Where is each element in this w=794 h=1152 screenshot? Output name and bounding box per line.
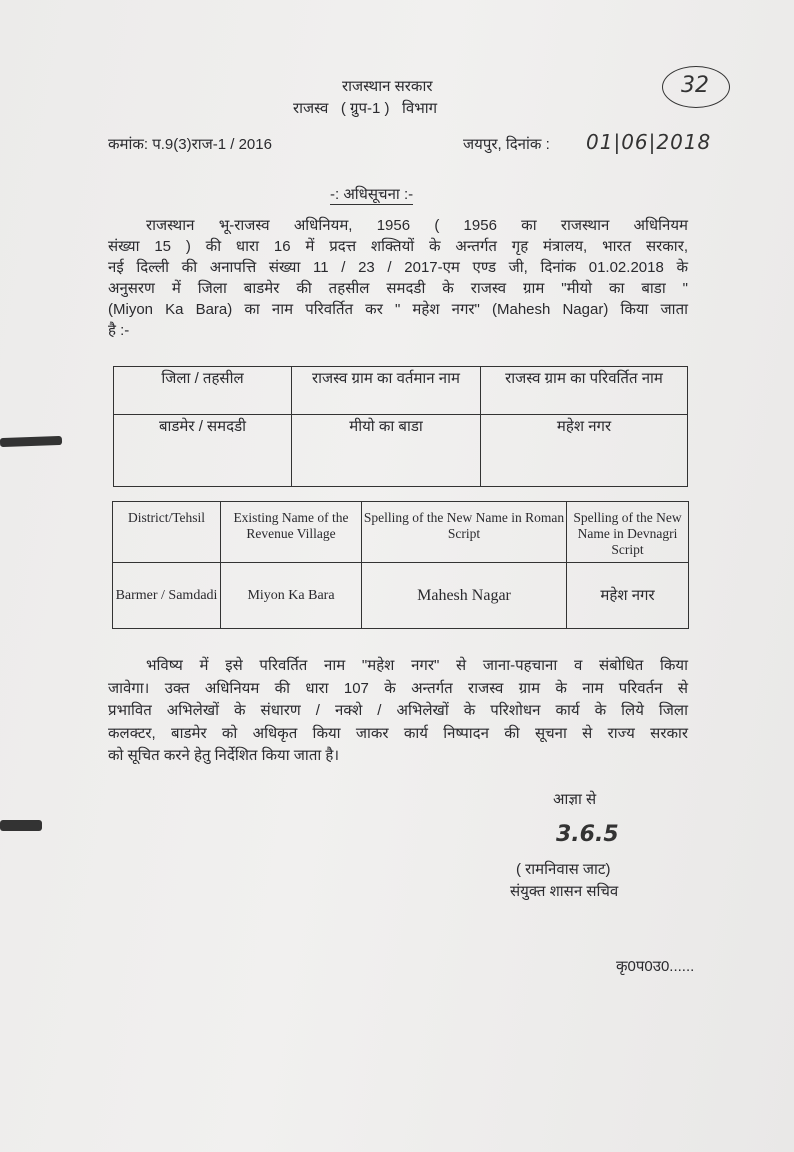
paragraph-line: भविष्य में इसे परिवर्तित नाम "महेश नगर" से जाना-पहचाना व संबोधित किया [146, 657, 688, 674]
table-cell: महेश नगर [567, 563, 689, 629]
notification-title: -: अधिसूचना :- [330, 186, 414, 203]
paragraph-line: जावेगा। उक्त अधिनियम की धारा 107 के अन्तर्गत राजस्व ग्राम के नाम परिवर्तन से [108, 679, 688, 697]
hindi-name-table [113, 366, 688, 487]
table-header: Existing Name of the Revenue Village [221, 502, 362, 563]
paragraph-line: कलक्टर, बाडमेर को अधिकृत किया जाकर कार्य निष्पादन की सूचना से राज्य सरकार [108, 724, 688, 742]
table-header: Spelling of the New Name in Roman Script [362, 502, 567, 563]
table-header: Spelling of the New Name in Devnagri Script [567, 502, 689, 563]
paragraph-1 [108, 215, 688, 341]
table-cell: Mahesh Nagar [362, 563, 567, 629]
table-cell: Miyon Ka Bara [221, 563, 362, 629]
signatory-name: ( रामनिवास जाट) [516, 861, 611, 878]
reference-number: कमांक: प.9(3)राज-1 / 2016 [108, 136, 272, 153]
table-cell: मीयो का बाडा [292, 415, 481, 487]
paragraph-2 [108, 655, 688, 768]
table-cell: बाडमेर / समदडी [114, 415, 292, 487]
page-number-circle [662, 66, 730, 108]
table-cell: Barmer / Samdadi [113, 563, 221, 629]
paragraph-line: है :- [108, 322, 130, 339]
signatory-designation: संयुक्त शासन सचिव [510, 883, 619, 900]
table-header: District/Tehsil [113, 502, 221, 563]
punch-mark [0, 820, 42, 831]
signature-initials: 3.6.5 [556, 822, 619, 847]
table-cell: महेश नगर [481, 415, 688, 487]
page-number: 32 [681, 73, 709, 98]
department-name: राजस्व ( ग्रुप-1 ) विभाग [293, 100, 438, 117]
handwritten-date: 01|06|2018 [586, 130, 712, 154]
paragraph-line: प्रभावित अभिलेखों के संधारण / नक्शे / अभिलेखों के परिशोधन कार्य के लिये जिला [108, 702, 688, 719]
table-header: जिला / तहसील [114, 367, 292, 415]
table-header: राजस्व ग्राम का परिवर्तित नाम [481, 367, 688, 415]
government-name: राजस्थान सरकार [342, 78, 433, 95]
paragraph-line: संख्या 15 ) की धारा 16 में प्रदत्त शक्तियों के अन्तर्गत गृह मंत्रालय, भारत सरकार, [108, 238, 688, 255]
paragraph-line: नई दिल्ली की अनापत्ति संख्या 11 / 23 / 2017-एम एण्ड जी, दिनांक 01.02.2018 के [108, 259, 688, 276]
english-name-table [112, 501, 689, 629]
place-date-label: जयपुर, दिनांक : [463, 136, 550, 153]
paragraph-line: राजस्थान भू-राजस्व अधिनियम, 1956 ( 1956 का राजस्थान अधिनियम [146, 217, 688, 234]
paragraph-line: (Miyon Ka Bara) का नाम परिवर्तित कर " महेश नगर" (Mahesh Nagar) किया जाता [108, 301, 689, 318]
order-text: आज्ञा से [553, 791, 597, 808]
table-header: राजस्व ग्राम का वर्तमान नाम [292, 367, 481, 415]
paragraph-line: अनुसरण में जिला बाडमेर की तहसील समदडी के राजस्व ग्राम "मीयो का बाडा " [108, 280, 688, 297]
paragraph-line: को सूचित करने हेतु निर्देशित किया जाता है। [108, 747, 340, 764]
footer-note: कृ0प0उ0...... [616, 958, 695, 975]
